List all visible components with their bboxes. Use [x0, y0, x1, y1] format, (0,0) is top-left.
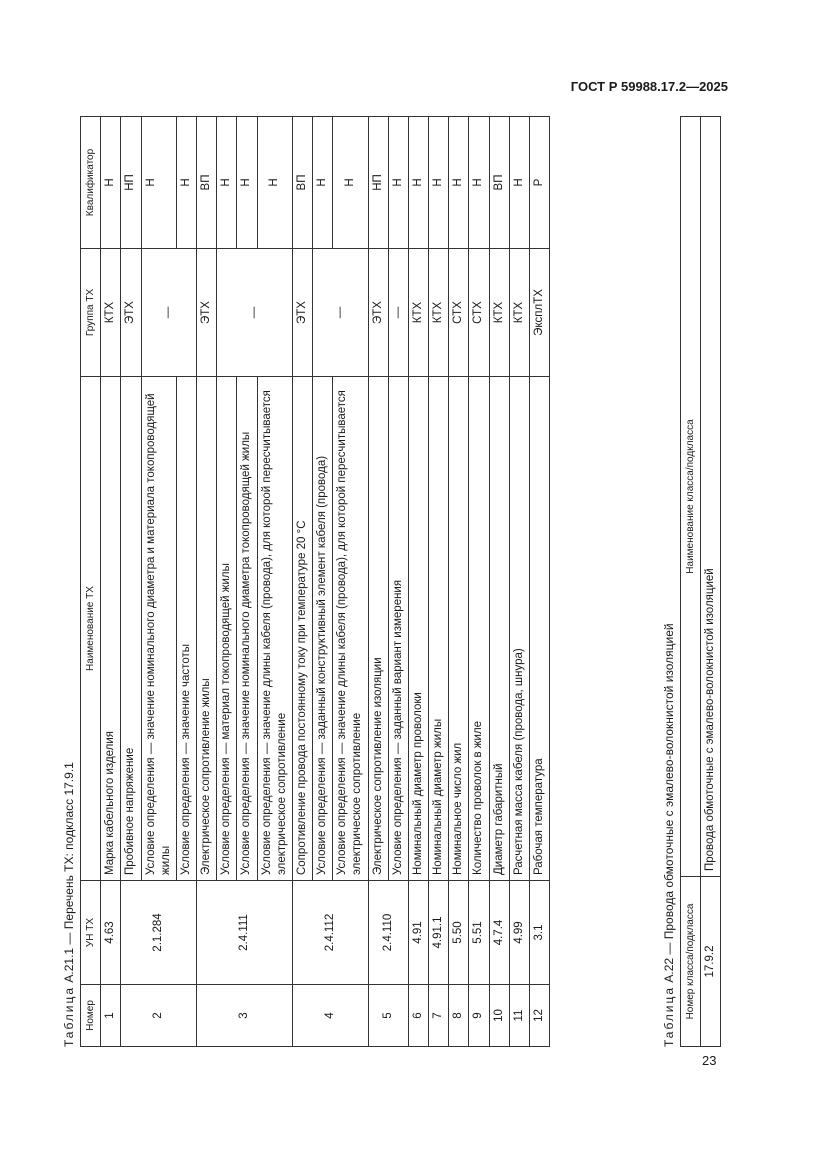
table-header-row — [81, 117, 101, 1047]
header-class-name: Наименование класса/подкласса — [681, 117, 701, 877]
row-qualifier: Н — [408, 117, 428, 249]
row-group: СТХ — [449, 249, 469, 377]
table-a22-block — [658, 117, 748, 1047]
table-row — [701, 117, 721, 1047]
row-name: Сопротивление провода постоянному току при температуре 20 °С — [292, 377, 312, 881]
row-group: — — [217, 249, 293, 377]
row-number: 11 — [509, 985, 529, 1047]
row-name: Номинальный диаметр жилы — [429, 377, 449, 881]
document-code: ГОСТ Р 59988.17.2—2025 — [570, 79, 728, 94]
table-row — [368, 117, 388, 1047]
row-name: Диаметр габаритный — [489, 377, 509, 881]
table-row — [197, 117, 217, 1047]
table-row — [101, 117, 121, 1047]
row-group: КТХ — [429, 249, 449, 377]
row-number: 3 — [197, 985, 293, 1047]
table-caption — [58, 117, 80, 1047]
caption-word: Таблица — [662, 985, 676, 1047]
class-code: 17.9.2 — [701, 877, 721, 1047]
row-qualifier: Н — [237, 117, 257, 249]
row-group: КТХ — [408, 249, 428, 377]
row-number: 8 — [449, 985, 469, 1047]
page-number: 23 — [702, 1053, 717, 1068]
row-qualifier: Н — [429, 117, 449, 249]
row-group: КТХ — [101, 249, 121, 377]
row-qualifier: ВП — [197, 117, 217, 249]
row-qualifier: Н — [509, 117, 529, 249]
header-qualifier: Квалификатор — [81, 117, 101, 249]
row-name: Условие определения — значение номинального диаметра и материала токопроводящей жилы — [141, 377, 176, 881]
row-group: — — [313, 249, 369, 377]
row-qualifier: Р — [529, 117, 549, 249]
row-un: 2.1.284 — [121, 881, 197, 985]
row-un: 5.51 — [469, 881, 489, 985]
table-row — [449, 117, 469, 1047]
caption-text: А.21.1 — Перечень ТХ: подкласс 17.9.1 — [62, 762, 76, 983]
row-qualifier: Н — [313, 117, 333, 249]
row-qualifier: Н — [176, 117, 196, 249]
row-group: СТХ — [469, 249, 489, 377]
header-name-tx: Наименование ТХ — [81, 377, 101, 881]
row-qualifier: Н — [449, 117, 469, 249]
row-name: Электрическое сопротивление изоляции — [368, 377, 388, 881]
table-row — [489, 117, 509, 1047]
row-number: 5 — [368, 985, 408, 1047]
table-header-row — [681, 117, 701, 1047]
table-row — [469, 117, 489, 1047]
row-group: КТХ — [489, 249, 509, 377]
row-qualifier: ВП — [489, 117, 509, 249]
table-caption — [658, 117, 680, 1047]
row-un: 2.4.110 — [368, 881, 408, 985]
row-qualifier: НП — [368, 117, 388, 249]
row-group: ЭТХ — [292, 249, 312, 377]
table-a21-1-block — [58, 117, 738, 1047]
row-un: 2.4.112 — [292, 881, 368, 985]
table-row — [121, 117, 141, 1047]
row-group: ЭТХ — [121, 249, 141, 377]
row-name: Пробивное напряжение — [121, 377, 141, 881]
row-qualifier: НП — [121, 117, 141, 249]
table-row — [292, 117, 312, 1047]
row-qualifier: Н — [333, 117, 368, 249]
row-group: ЭТХ — [197, 249, 217, 377]
row-un: 5.50 — [449, 881, 469, 985]
row-qualifier: Н — [257, 117, 292, 249]
row-number: 6 — [408, 985, 428, 1047]
row-group: — — [388, 249, 408, 377]
row-name: Электрическое сопротивление жилы — [197, 377, 217, 881]
row-name: Условие определения — значение частоты — [176, 377, 196, 881]
row-un: 4.63 — [101, 881, 121, 985]
table-row — [529, 117, 549, 1047]
row-qualifier: Н — [217, 117, 237, 249]
caption-word: Таблица — [62, 985, 76, 1047]
row-name: Номинальный диаметр проволоки — [408, 377, 428, 881]
row-un: 4.91 — [408, 881, 428, 985]
row-un: 2.4.111 — [197, 881, 293, 985]
row-name: Марка кабельного изделия — [101, 377, 121, 881]
row-un: 4.7.4 — [489, 881, 509, 985]
row-name: Условие определения — значение длины кабеля (провода), для которой пересчитывается электрическое сопротивление — [333, 377, 368, 881]
header-un-tx: УН ТХ — [81, 881, 101, 985]
header-class-number: Номер класса/подкласса — [681, 877, 701, 1047]
header-number: Номер — [81, 985, 101, 1047]
row-number: 2 — [121, 985, 197, 1047]
header-group-tx: Группа ТХ — [81, 249, 101, 377]
tx-list-table — [80, 116, 550, 1047]
row-name: Условие определения — значение длины кабеля (провода), для которой пересчитывается электрическое сопротивление — [257, 377, 292, 881]
row-name: Номинальное число жил — [449, 377, 469, 881]
table-row — [408, 117, 428, 1047]
row-number: 10 — [489, 985, 509, 1047]
class-name: Провода обмоточные с эмалево-волокнистой изоляцией — [701, 117, 721, 877]
row-qualifier: Н — [388, 117, 408, 249]
row-group: ЭксплТХ — [529, 249, 549, 377]
row-qualifier: Н — [469, 117, 489, 249]
row-qualifier: Н — [141, 117, 176, 249]
table-row — [429, 117, 449, 1047]
row-un: 3.1 — [529, 881, 549, 985]
row-qualifier: Н — [101, 117, 121, 249]
row-group: ЭТХ — [368, 249, 388, 377]
row-qualifier: ВП — [292, 117, 312, 249]
row-number: 1 — [101, 985, 121, 1047]
row-un: 4.91.1 — [429, 881, 449, 985]
row-un: 4.99 — [509, 881, 529, 985]
caption-text: А.22 — Провода обмоточные с эмалево-волокнистой изоляцией — [662, 623, 676, 983]
row-name: Условие определения — материал токопроводящей жилы — [217, 377, 237, 881]
row-number: 12 — [529, 985, 549, 1047]
row-group: КТХ — [509, 249, 529, 377]
class-table — [680, 116, 721, 1047]
row-name: Расчетная масса кабеля (провода, шнура) — [509, 377, 529, 881]
row-name: Условие определения — заданный вариант измерения — [388, 377, 408, 881]
table-row — [509, 117, 529, 1047]
row-number: 9 — [469, 985, 489, 1047]
row-name: Условие определения — заданный конструктивный элемент кабеля (провода) — [313, 377, 333, 881]
row-number: 7 — [429, 985, 449, 1047]
row-group: — — [141, 249, 197, 377]
row-name: Рабочая температура — [529, 377, 549, 881]
row-number: 4 — [292, 985, 368, 1047]
row-name: Условие определения — значение номинального диаметра токопроводящей жилы — [237, 377, 257, 881]
row-name: Количество проволок в жиле — [469, 377, 489, 881]
